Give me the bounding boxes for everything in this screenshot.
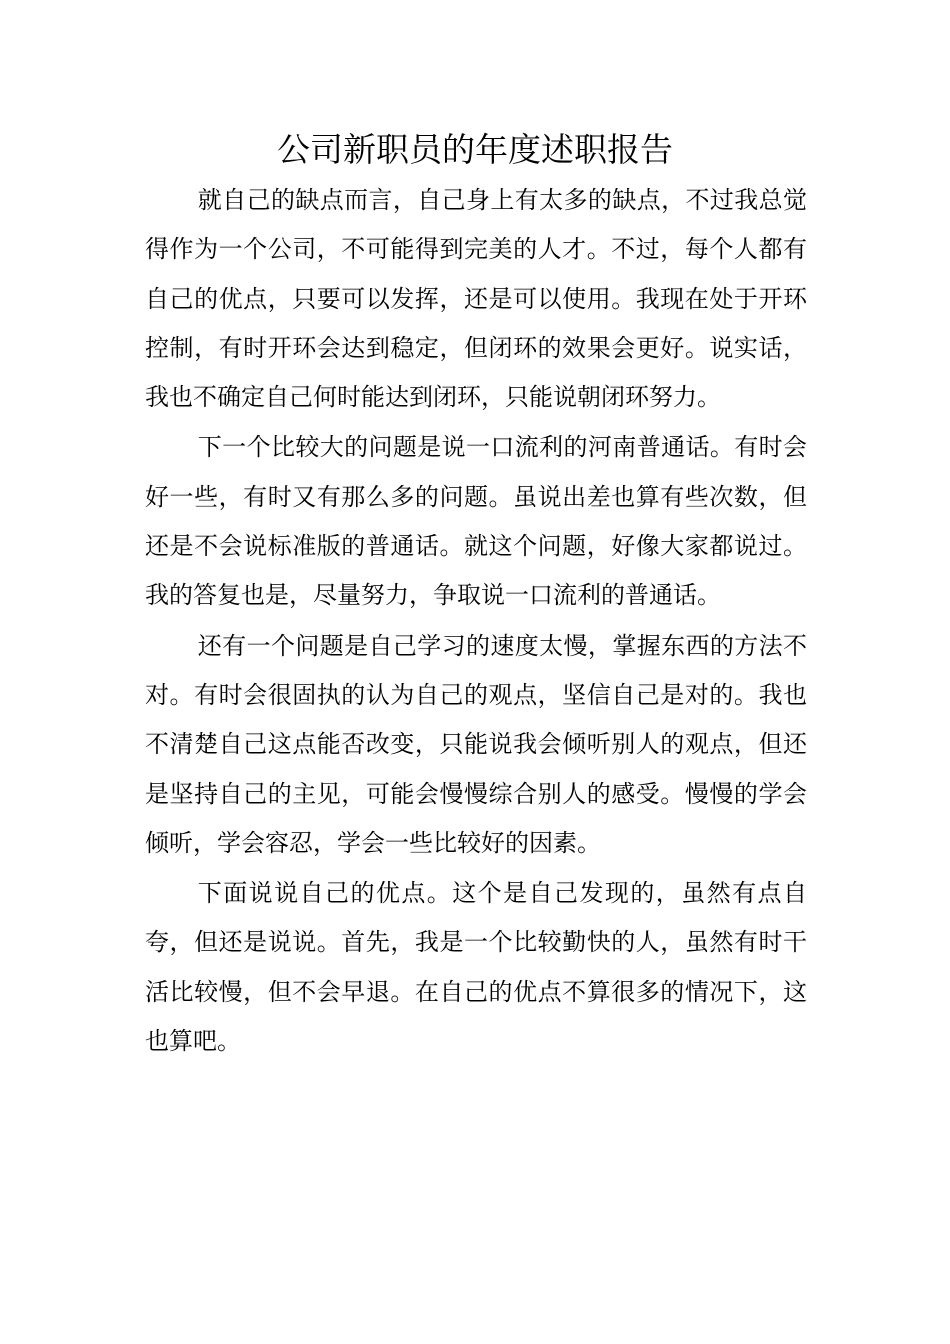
paragraph-4: 下面说说自己的优点。这个是自己发现的，虽然有点自夸，但还是说说。首先，我是一个比较勤快的人，虽然有时干活比较慢，但不会早退。在自己的优点不算很多的情况下，这也算吧。 (145, 879, 807, 1056)
document-body (145, 176, 807, 1067)
document-title: 公司新职员的年度述职报告 (277, 130, 673, 169)
paragraph-1: 就自己的缺点而言，自己身上有太多的缺点，不过我总觉得作为一个公司，不可能得到完美的人才。不过，每个人都有自己的优点，只要可以发挥，还是可以使用。我现在处于开环控制，有时开环会达到稳定，但闭环的效果会更好。说实话，我也不确定自己何时能达到闭环，只能说朝闭环努力。 (145, 186, 807, 412)
paragraph-2: 下一个比较大的问题是说一口流利的河南普通话。有时会好一些，有时又有那么多的问题。虽说出差也算有些次数，但还是不会说标准版的普通话。就这个问题，好像大家都说过。我的答复也是，尽量努力，争取说一口流利的普通话。 (145, 433, 807, 610)
paragraph-3: 还有一个问题是自己学习的速度太慢，掌握东西的方法不对。有时会很固执的认为自己的观点，坚信自己是对的。我也不清楚自己这点能否改变，只能说我会倾听别人的观点，但还是坚持自己的主见，可能会慢慢综合别人的感受。慢慢的学会倾听，学会容忍，学会一些比较好的因素。 (145, 631, 807, 857)
